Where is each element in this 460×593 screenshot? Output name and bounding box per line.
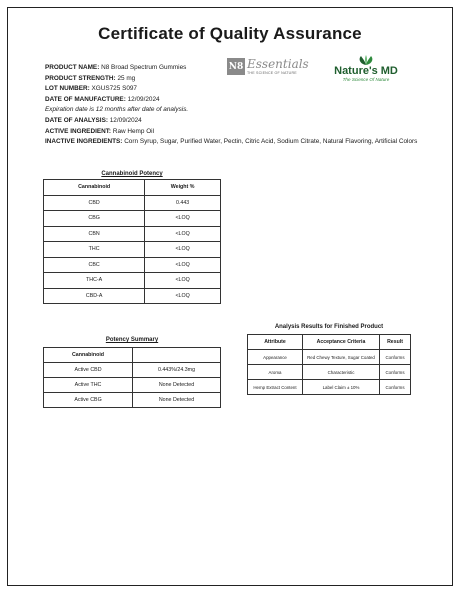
column-header: Result [380,335,411,350]
cannabinoid-cell: CBC [44,257,145,273]
table-row [44,226,221,242]
potency-summary-title: Potency Summary [105,337,159,343]
analysis-date-label: DATE OF ANALYSIS: [45,116,108,124]
attribute-cell: Hemp Extract Content [248,380,303,395]
summary-value-cell: 0.443%/24.3mg [133,363,221,378]
analysis-results-title: Analysis Results for Finished Product [274,324,384,330]
table-row [44,288,221,304]
analysis-date-line [45,116,425,127]
cannabinoid-cell: Active CBG [44,393,133,408]
potency-table-title: Cannabinoid Potency [101,171,163,177]
criteria-cell: Label Claim ± 10% [303,380,380,395]
table-header-row [248,335,411,350]
weight-cell: 0.443 [145,195,221,211]
active-ingredient-line [45,127,425,138]
column-header: Cannabinoid [44,348,133,363]
cannabinoid-cell: Active CBD [44,363,133,378]
column-header: Acceptance Criteria [303,335,380,350]
manufacture-date-line [45,95,425,106]
analysis-date-value: 12/09/2024 [109,116,142,124]
n8-essentials-tagline: THE SCIENCE OF NATURE [247,71,297,75]
table-row [44,273,221,289]
inactive-ingredients-label: INACTIVE INGREDIENTS: [45,138,123,146]
cannabinoid-cell: CBD [44,195,145,211]
weight-cell: <LOQ [145,242,221,258]
active-ingredient-value: Raw Hemp Oil [112,127,155,135]
product-strength-label: PRODUCT STRENGTH: [45,74,116,82]
table-row [44,257,221,273]
attribute-cell: Aroma [248,365,303,380]
cannabinoid-cell: Active THC [44,378,133,393]
lot-number-label: LOT NUMBER: [45,85,90,93]
inactive-ingredients-line [45,137,425,148]
document-title: Certificate of Quality Assurance [98,24,362,43]
lot-number-value: XGUS725 S097 [91,85,137,93]
result-cell: Conforms [380,350,411,365]
result-cell: Conforms [380,380,411,395]
n8-essentials-wordmark: Essentials [247,57,309,71]
summary-value-cell: None Detected [133,378,221,393]
table-row [44,393,221,408]
weight-cell: <LOQ [145,273,221,289]
table-row [44,378,221,393]
table-row [44,363,221,378]
table-header-row [44,348,221,363]
table-row [248,380,411,395]
column-header: Attribute [248,335,303,350]
potency-summary-table [43,347,221,408]
cannabinoid-cell: CBD-A [44,288,145,304]
natures-md-logo [325,55,407,82]
inactive-ingredients-value: Corn Syrup, Sugar, Purified Water, Pectin, Citric Acid, Sodium Citrate, Natural Flavoring, Artificial Colors [124,138,418,146]
column-header: Weight % [145,180,221,196]
weight-cell: <LOQ [145,211,221,227]
cannabinoid-cell: THC [44,242,145,258]
active-ingredient-label: ACTIVE INGREDIENT: [45,127,112,135]
attribute-cell: Appearance [248,350,303,365]
table-row [44,195,221,211]
product-name-value: N8 Broad Spectrum Gummies [101,64,187,71]
manufacture-date-label: DATE OF MANUFACTURE: [45,95,126,103]
table-row [248,365,411,380]
brand-logos [227,55,407,90]
cannabinoid-cell: CBN [44,226,145,242]
criteria-cell: Red Chewy Texture, Sugar Coated [303,350,380,365]
n8-mark: N8 [227,58,245,75]
potency-table [43,179,221,304]
natures-md-tagline: The Science Of Nature [342,77,390,82]
cannabinoid-cell: CBG [44,211,145,227]
weight-cell: <LOQ [145,226,221,242]
column-header: Cannabinoid [44,180,145,196]
weight-cell: <LOQ [145,257,221,273]
cannabinoid-cell: THC-A [44,273,145,289]
product-name-label: PRODUCT NAME: [45,64,100,71]
summary-value-cell: None Detected [133,393,221,408]
table-header-row [44,180,221,196]
manufacture-date-value: 12/09/2024 [127,95,160,103]
natures-md-wordmark: Nature's MD [334,65,398,77]
column-header [133,348,221,363]
weight-cell: <LOQ [145,288,221,304]
certificate-page [7,7,453,586]
result-cell: Conforms [380,365,411,380]
product-strength-value: 25 mg [117,74,136,82]
table-row [44,242,221,258]
table-row [44,211,221,227]
table-row [248,350,411,365]
n8-essentials-logo [227,58,309,75]
analysis-results-table [247,334,411,395]
expiration-note: Expiration date is 12 months after date of analysis. [45,106,189,114]
criteria-cell: Characteristic [303,365,380,380]
